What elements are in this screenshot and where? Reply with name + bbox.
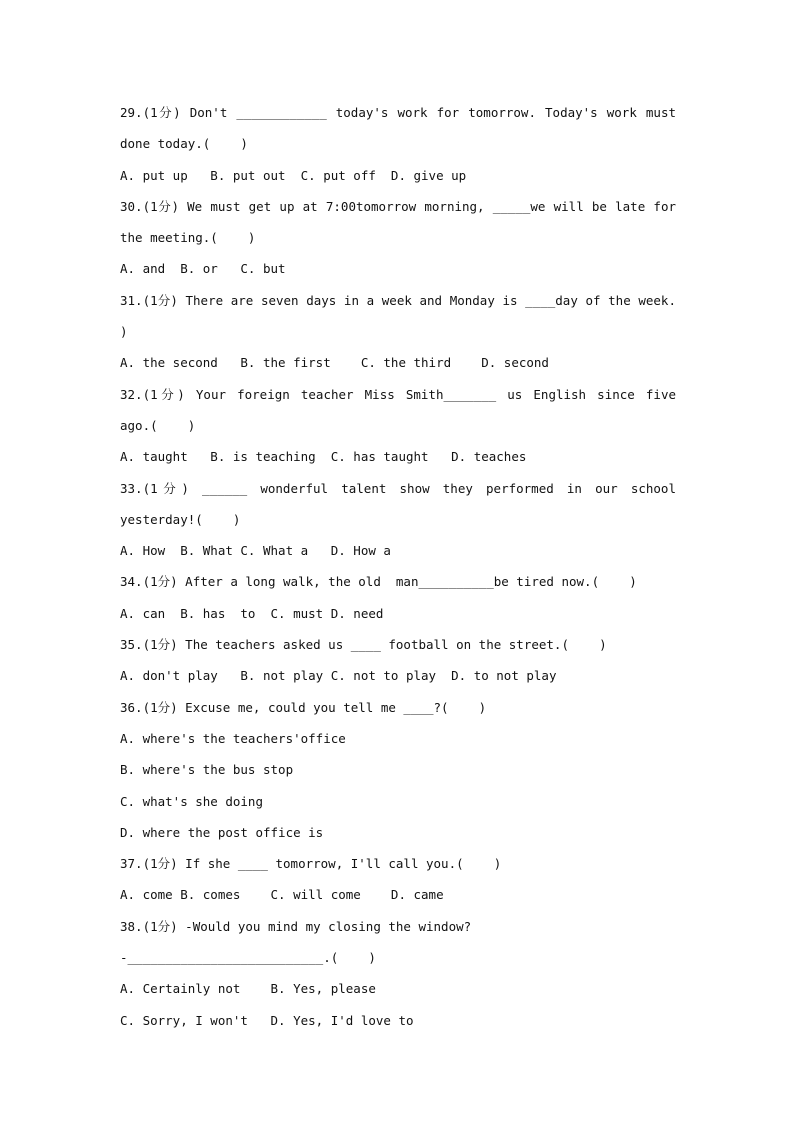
q29-stem-line-1: 29.(1分) Don't ____________ today's work for tomorrow. Today's work must xyxy=(120,105,676,120)
q31-stem-line-2: ) xyxy=(120,324,128,340)
q36-option-b: B. where's the bus stop xyxy=(120,762,294,778)
q36-option-c: C. what's she doing xyxy=(120,793,263,809)
q36-stem-line-1: 36.(1分) Excuse me, could you tell me ____?( ) xyxy=(120,699,487,715)
q29-options: A. put up B. put out C. put off D. give up xyxy=(120,167,467,183)
q30-stem-line-1: 30.(1分) We must get up at 7:00tomorrow morning, _____we will be late for xyxy=(120,198,676,214)
q33-options: A. How B. What C. What a D. How a xyxy=(120,543,391,559)
q38-options-ab: A. Certainly not B. Yes, please xyxy=(120,981,376,997)
q32-stem-line-2: ago.( ) xyxy=(120,417,196,433)
q38-options-cd: C. Sorry, I won't D. Yes, I'd love to xyxy=(120,1012,414,1028)
q30-stem-line-2: the meeting.( ) xyxy=(120,230,256,246)
q31-options: A. the second B. the first C. the third D. second xyxy=(120,355,549,371)
q35-stem-line-1: 35.(1分) The teachers asked us ____ football on the street.( ) xyxy=(120,637,607,653)
q36-option-d: D. where the post office is xyxy=(120,824,324,840)
q37-options: A. come B. comes C. will come D. came xyxy=(120,887,444,903)
q34-stem-line-1: 34.(1分) After a long walk, the old man__________be tired now.( ) xyxy=(120,574,637,590)
q38-stem-line-1: 38.(1分) -Would you mind my closing the window? xyxy=(120,918,472,934)
exam-page xyxy=(120,97,676,1036)
q37-stem-line-1: 37.(1分) If she ____ tomorrow, I'll call you.( ) xyxy=(120,856,502,872)
q29-stem-line-2: done today.( ) xyxy=(120,136,248,152)
q33-stem-line-2: yesterday!( ) xyxy=(120,511,241,527)
q32-stem-line-1: 32.(1分) Your foreign teacher Miss Smith_______ us English since five xyxy=(120,386,676,402)
q32-options: A. taught B. is teaching C. has taught D. teaches xyxy=(120,449,527,465)
q36-option-a: A. where's the teachers'office xyxy=(120,730,346,746)
q34-options: A. can B. has to C. must D. need xyxy=(120,605,384,621)
q31-stem-line-1: 31.(1分) There are seven days in a week and Monday is ____day of the week. xyxy=(120,292,676,308)
q38-stem-line-2: -__________________________.( ) xyxy=(120,950,376,966)
q35-options: A. don't play B. not play C. not to play D. to not play xyxy=(120,668,557,684)
q33-stem-line-1: 33.(1分) ______ wonderful talent show they performed in our school xyxy=(120,480,676,496)
q30-options: A. and B. or C. but xyxy=(120,261,286,277)
